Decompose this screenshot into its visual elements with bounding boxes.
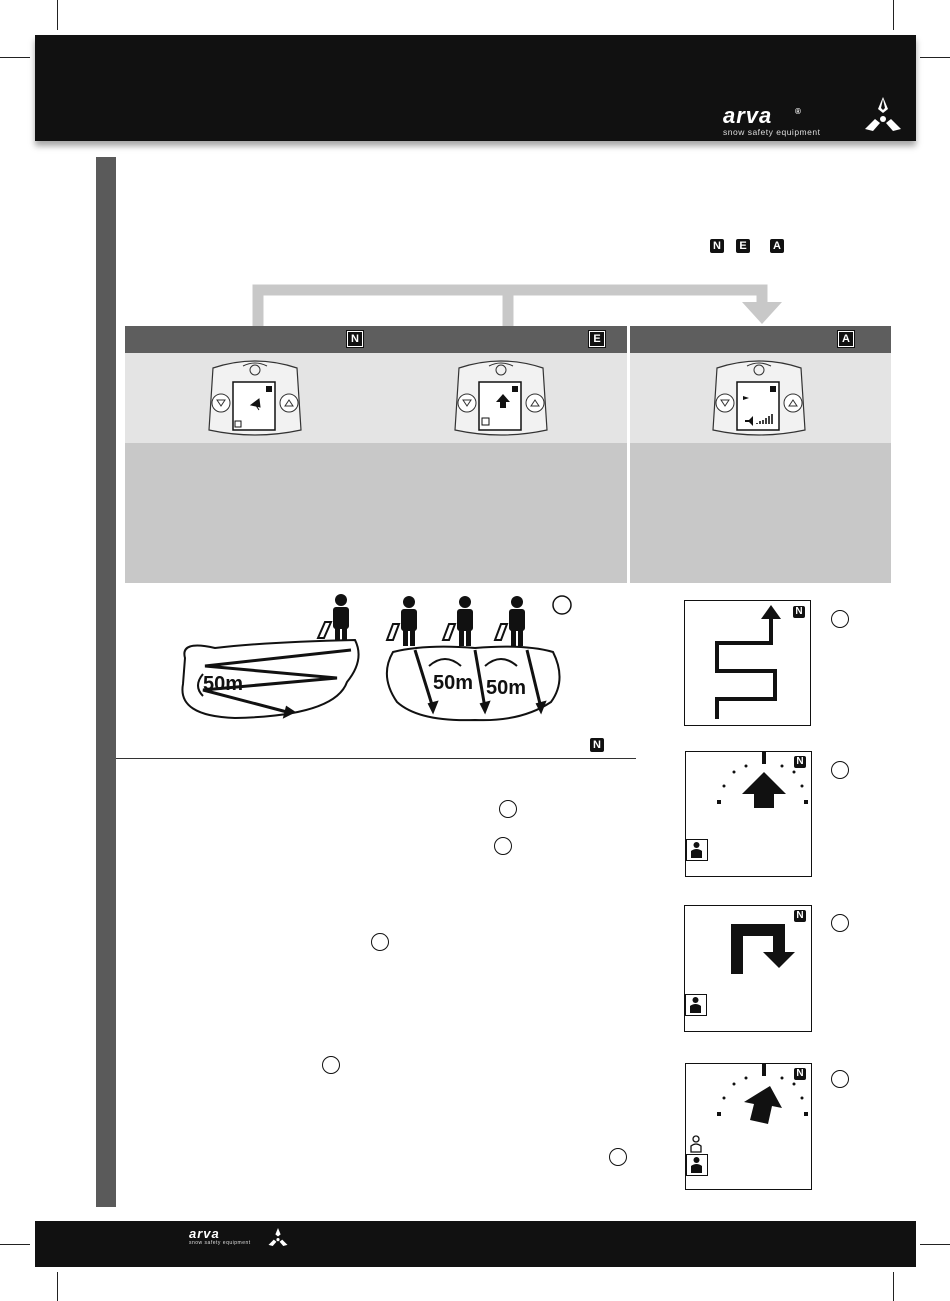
legend-badge-n: N [710,239,724,253]
step-marker [499,800,517,818]
crop-mark [920,1244,950,1245]
mode-legend [710,239,790,257]
crop-mark [0,1244,30,1245]
figure-marker [831,610,849,628]
section-divider [116,758,636,759]
device-a-mode-illustration [707,358,811,440]
crop-mark [893,0,894,30]
section-sidebar [96,157,116,1207]
mode-badge-a: A [838,331,854,347]
screen-badge-n: N [793,606,805,618]
search-pattern-diagram [175,590,595,730]
screen-multiple-victims [685,1063,812,1190]
footer-brand-logo [187,1227,297,1251]
step-marker [371,933,389,951]
crop-mark [920,57,950,58]
person-outline-icon [688,1134,704,1154]
person-icon [685,994,707,1016]
page-footer [35,1221,916,1267]
device-e-mode-illustration [449,358,553,440]
search-path-arrow-icon [685,601,809,725]
person-icon [686,839,708,861]
device-n-mode-illustration [203,358,307,440]
single-search-spacing-label: 50m [203,673,244,695]
screen-u-turn [684,905,812,1032]
brand-name: arva [723,103,773,128]
person-icon [686,1154,708,1176]
multi-rescuer-figures [387,596,525,646]
screen-badge-n: N [794,910,806,922]
step-marker [609,1148,627,1166]
brand-logo [721,103,901,137]
crop-mark [893,1272,894,1301]
step-marker [494,837,512,855]
brand-registered: ® [795,107,802,116]
crop-mark [57,0,58,30]
figure-marker [831,914,849,932]
brand-tagline: snow safety equipment [723,127,821,137]
mode-connector-diagram [250,282,790,328]
step-marker [322,1056,340,1074]
page-header [35,35,916,141]
legend-badge-e: E [736,239,750,253]
crop-mark [0,57,30,58]
single-rescuer-figure [318,594,349,646]
mode-header-ne [125,326,627,353]
footer-brand-name: arva [189,1226,220,1241]
mode-header-a [630,326,891,353]
multi-search-spacing-label: 50m [486,677,527,699]
screen-badge-n: N [794,1068,806,1080]
screen-search-path [684,600,811,726]
multi-search-spacing-label: 50m [433,672,474,694]
screen-direction [685,751,812,877]
brand-trefoil-icon [863,95,903,133]
footer-trefoil-icon [267,1227,289,1247]
screen-badge-n: N [794,756,806,768]
crop-mark [57,1272,58,1301]
figure-marker [831,761,849,779]
mode-badge-e: E [589,331,605,347]
description-panel-a [630,443,891,583]
description-panel-ne [125,443,627,583]
mode-badge-n: N [347,331,363,347]
legend-badge-a: A [770,239,784,253]
section-badge-n: N [590,738,604,752]
footer-brand-tagline: snow safety equipment [189,1240,251,1246]
figure-marker [831,1070,849,1088]
